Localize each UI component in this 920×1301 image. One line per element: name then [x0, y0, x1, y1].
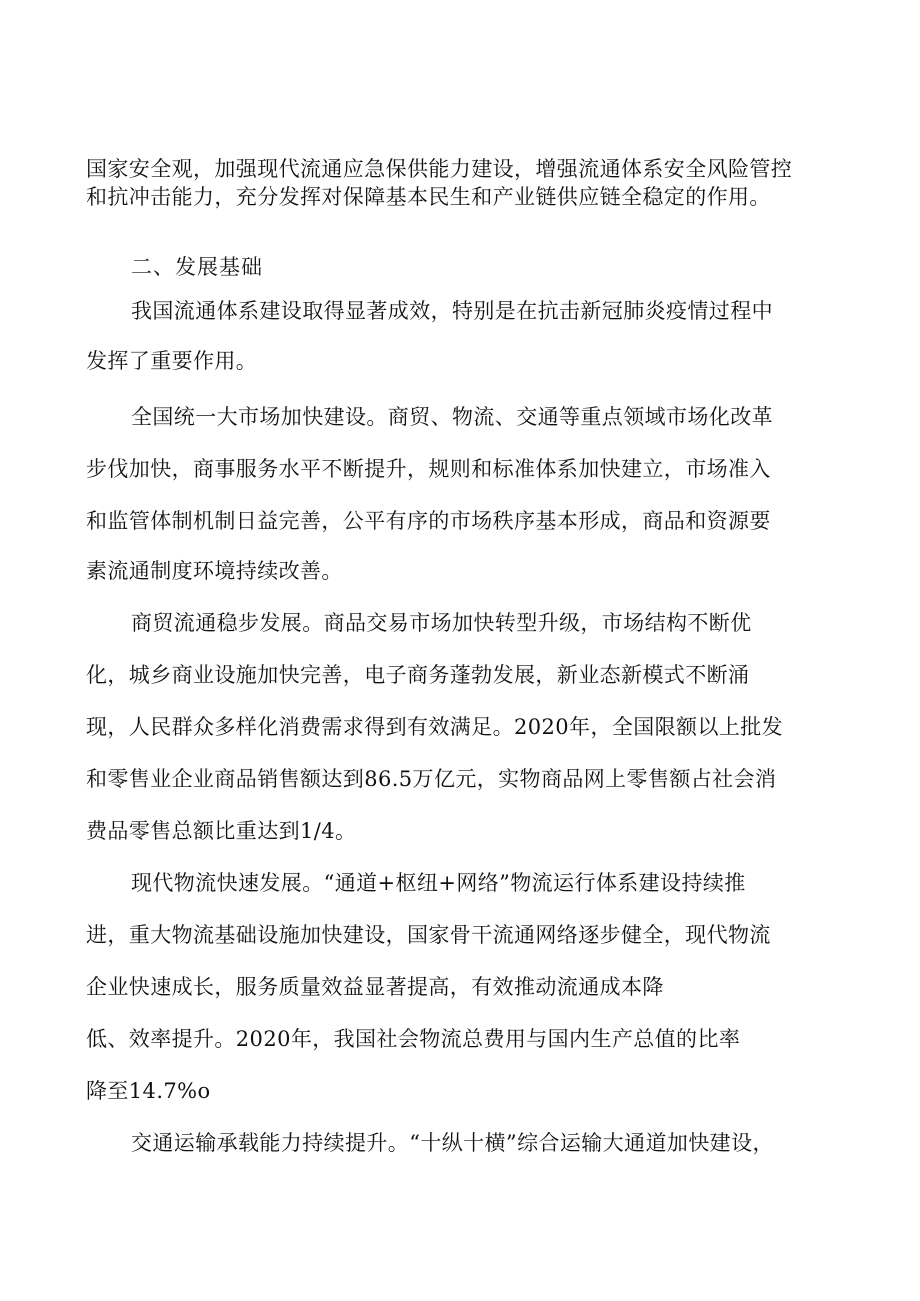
text-line: 国家安全观，加强现代流通应急保供能力建设，增强流通体系安全风险管控: [86, 157, 793, 181]
text-line: 发挥了重要作用。: [86, 349, 258, 373]
text-line: 费品零售总额比重达到1/4。: [86, 819, 357, 843]
text-line: 步伐加快，商事服务水平不断提升，规则和标准体系加快建立，市场准入: [86, 457, 771, 481]
section-heading: 二、发展基础: [131, 255, 263, 279]
text-line: 商贸流通稳步发展。商品交易市场加快转型升级，市场结构不断优: [131, 611, 752, 635]
text-line: 降至14.7%o: [86, 1079, 211, 1103]
text-line: 交通运输承载能力持续提升。“十纵十横”综合运输大通道加快建设，: [131, 1131, 774, 1155]
text-line: 化，城乡商业设施加快完善，电子商务蓬勃发展，新业态新模式不断涌: [86, 663, 750, 687]
text-line: 现，人民群众多样化消费需求得到有效满足。2020年，全国限额以上批发: [86, 715, 784, 739]
text-line: 现代物流快速发展。“通道+枢纽+网络”物流运行体系建设持续推: [131, 871, 746, 895]
text-line: 和抗冲击能力，充分发挥对保障基本民生和产业链供应链全稳定的作用。: [86, 185, 771, 209]
text-line: 企业快速成长，服务质量效益显著提高，有效推动流通成本降: [86, 975, 664, 999]
text-line: 和零售业企业商品销售额达到86.5万亿元，实物商品网上零售额占社会消: [86, 767, 777, 791]
text-line: 低、效率提升。2020年，我国社会物流总费用与国内生产总值的比率: [86, 1027, 741, 1051]
text-line: 全国统一大市场加快建设。商贸、物流、交通等重点领域市场化改革: [131, 405, 773, 429]
text-line: 和监管体制机制日益完善，公平有序的市场秩序基本形成，商品和资源要: [86, 509, 771, 533]
text-line: 进，重大物流基础设施加快建设，国家骨干流通网络逐步健全，现代物流: [86, 923, 771, 947]
text-line: 我国流通体系建设取得显著成效，特别是在抗击新冠肺炎疫情过程中: [131, 299, 773, 323]
text-line: 素流通制度环境持续改善。: [86, 559, 343, 583]
